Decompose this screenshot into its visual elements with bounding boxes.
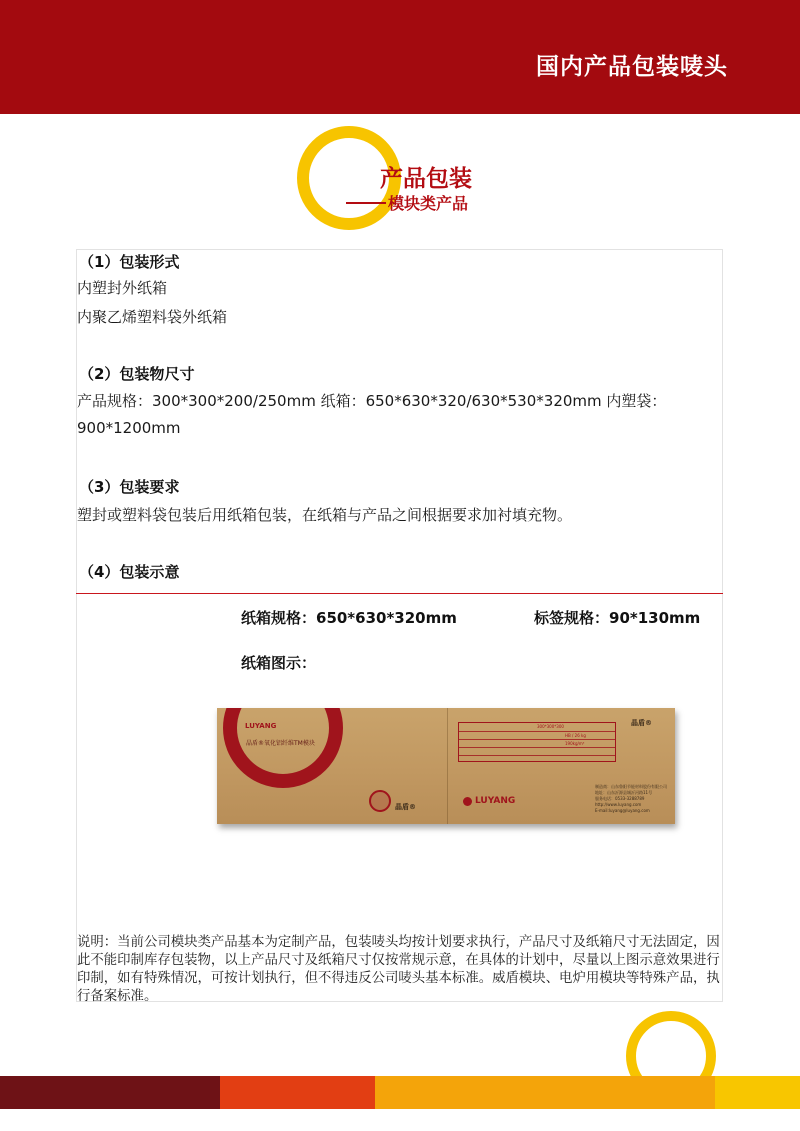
label-dimensions: 300*300*300 <box>537 724 564 729</box>
carton-brand-cn-right: 晶盾® <box>631 719 652 727</box>
packaging-form-line: 内聚乙烯塑料袋外纸箱 <box>77 308 228 326</box>
label-row-line <box>459 739 615 740</box>
explanatory-note: 说明：当前公司模块类产品基本为定制产品，包装唛头均按计划要求执行，产品尺寸及纸箱尺寸无法固定，因此不能印制库存包装物，以上产品尺寸及纸箱尺寸仅按常规示意，在具体的计划中，尽量以上图示意效果进行印制，如有特殊情况，可按计划执行，但不得违反公司唛头基本标准。威盾模块、电炉用模块等特殊产品，执行备案标准。 <box>77 935 720 1004</box>
package-requirement-heading: （3）包装要求 <box>79 478 180 496</box>
carton-illustration <box>217 708 675 824</box>
carton-fold-line <box>447 708 448 824</box>
company-line: E-mail:luyang@luyang.com <box>595 808 650 813</box>
label-row-line <box>459 731 615 732</box>
carton-brand-logo: LUYANG <box>245 722 277 730</box>
label-size-label: 标签规格：90*130mm <box>534 609 701 627</box>
footer-stripe-dark <box>0 1076 220 1109</box>
package-size-heading: （2）包装物尺寸 <box>79 365 195 383</box>
carton-product-name: 晶盾®氧化铝纤维TM模块 <box>246 740 315 747</box>
carton-arc-graphic <box>223 708 343 788</box>
footer-stripe-yellow <box>715 1076 800 1109</box>
packaging-form-line: 内塑封外纸箱 <box>77 279 168 297</box>
company-line: http://www.luyang.com <box>595 802 642 807</box>
package-size-line: 900*1200mm <box>77 419 181 437</box>
carton-company-info <box>595 784 667 814</box>
seal-icon <box>369 790 391 812</box>
label-row-line <box>459 755 615 756</box>
carton-brand-logo-bottom: LUYANG <box>475 796 516 806</box>
section-subtitle: 模块类产品 <box>388 194 469 213</box>
package-requirement-line: 塑封或塑料袋包装后用纸箱包装，在纸箱与产品之间根据要求加衬填充物。 <box>77 506 573 524</box>
carton-figure-label: 纸箱图示： <box>241 654 317 672</box>
package-size-line: 产品规格：300*300*200/250mm 纸箱：650*630*320/630*530*320mm 内塑袋： <box>77 392 667 410</box>
carton-size-label: 纸箱规格：650*630*320mm <box>241 609 457 627</box>
carton-brand-cn: 晶盾® <box>395 803 416 811</box>
carton-info-label <box>458 722 616 762</box>
footer-stripe-orange <box>375 1076 715 1109</box>
section-divider <box>76 593 723 594</box>
package-illustration-heading: （4）包装示意 <box>79 563 180 581</box>
page-header-title: 国内产品包装唛头 <box>536 54 728 80</box>
packaging-form-heading: （1）包装形式 <box>79 253 180 271</box>
footer-stripe-red <box>220 1076 375 1109</box>
company-line: 地址：山东沂源县城沂河路11号 <box>595 790 653 795</box>
company-line: 服务电话：0533-3288789 <box>595 796 645 801</box>
company-line: 制造商：山东鲁阳节能材料股份有限公司 <box>595 784 667 789</box>
label-weight: HB / 26 kg <box>565 733 586 738</box>
label-row-line <box>459 747 615 748</box>
label-density: 190kg/m³ <box>565 741 585 746</box>
section-title: 产品包装 <box>380 166 472 192</box>
